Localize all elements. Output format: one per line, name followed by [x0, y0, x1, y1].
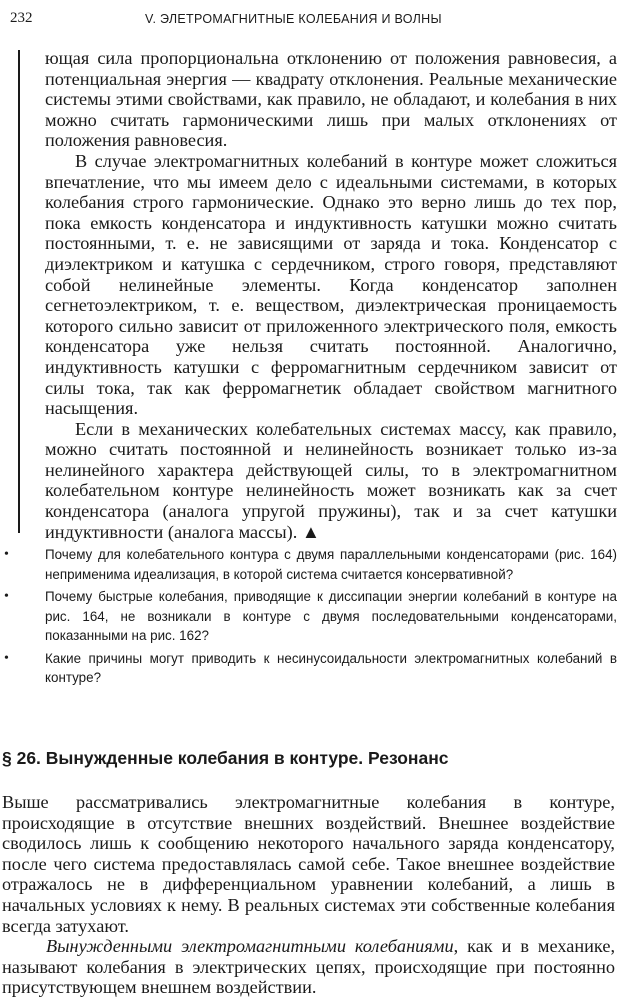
bullet-icon: • — [4, 589, 9, 604]
running-title: V. ЭЛЕТРОМАГНИТНЫЕ КОЛЕБАНИЯ И ВОЛНЫ — [145, 12, 442, 26]
defined-term: Вынужденными электромагнитными колебаниями — [46, 936, 454, 957]
margin-rule — [18, 50, 20, 533]
question-item — [2, 545, 617, 584]
paragraph — [2, 936, 615, 998]
bullet-icon: • — [4, 650, 9, 666]
paragraph: Если в механических колебательных системах массу, как правило, можно считать постоянной и нелинейность возникает только из-за нелинейного характера действующей силы, то в электромагнитном колебательном контуре нелинейность может возникать как за счет конденсатора (аналога упругой пружины), так и за счет катушки индуктивности (аналога массы). ▲ — [45, 418, 617, 542]
paragraph-rest: , как и в механике, называют колебания в электрических цепях, происходящие при постоянно присутствующем внешнем воздействии. — [2, 936, 616, 998]
section-body — [2, 792, 615, 998]
question-text: Почему быстрые колебания, приводящие к диссипации энергии колебаний в контуре на рис. 164, не возникали в контуре с двумя последовательными конденсаторами, показанными на рис. 162? — [45, 589, 617, 643]
question-item — [2, 587, 617, 646]
question-text: Почему для колебательного контура с двумя параллельными конденсаторами (рис. 164) неприменима идеализация, в которой система считается консервативной? — [45, 547, 617, 582]
question-text: Какие причины могут приводить к несинусоидальности электромагнитных колебаний в контуре? — [45, 650, 617, 685]
section-heading: § 26. Вынужденные колебания в контуре. Резонанс — [2, 748, 449, 768]
question-item — [2, 649, 617, 688]
text-block-small-print — [45, 48, 617, 542]
paragraph: ющая сила пропорциональна отклонению от положения равновесия, а потенциальная энергия — квадрату отклонения. Реальные механические системы этими свойствами, как правило, не обладают, и колебания в них можно считать гармоническими лишь при малых отклонениях от положения равновесия. — [45, 48, 617, 151]
paragraph: Выше рассматривались электромагнитные колебания в контуре, происходящие в отсутствие внешних воздействий. Внешнее воздействие сводилось лишь к сообщению некоторого начального заряда конденсатору, после чего система предоставлялась самой себе. Такое внешнее воздействие отражалось не в дифференциальном уравнении колебаний, а лишь в начальных условиях к нему. В реальных системах эти собственные колебания всегда затухают. — [2, 792, 615, 936]
page-number: 232 — [10, 10, 33, 26]
review-questions — [2, 545, 617, 691]
paragraph: В случае электромагнитных колебаний в контуре может сложиться впечатление, что мы имеем дело с идеальными системами, в которых колебания строго гармонические. Однако это верно лишь до тех пор, пока емкость конденсатора и индуктивность катушки можно считать постоянными, т. е. не зависящими от заряда и тока. Конденсатор с диэлектриком и катушка с сердечником, строго говоря, представляют собой нелинейные элементы. Когда конденсатор заполнен сегнетоэлектриком, т. е. веществом, диэлектрическая проницаемость которого сильно зависит от приложенного электрического поля, емкость конденсатора уже нельзя считать постоянной. Аналогично, индуктивность катушки с ферромагнитным сердечником зависит от силы тока, так как ферромагнетик обладает свойством магнитного насыщения. — [45, 150, 617, 419]
bullet-icon: • — [4, 547, 9, 562]
page-header — [0, 8, 635, 32]
